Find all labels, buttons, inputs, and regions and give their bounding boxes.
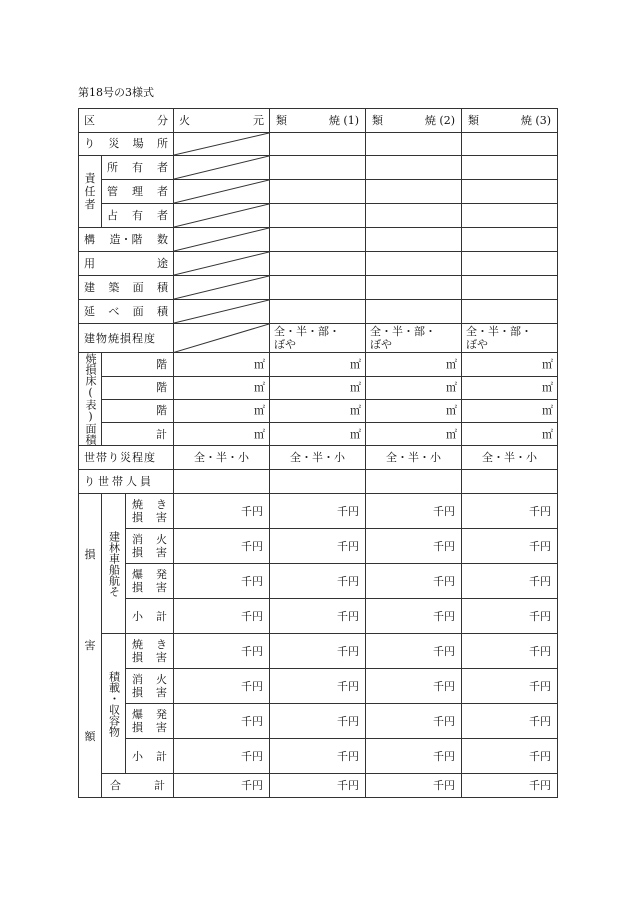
row-loss-contents-subtotal: 小 計 千円 千円 千円 千円 [79,739,558,774]
input-cell[interactable] [462,180,558,204]
yen-unit: 千円 [174,634,270,669]
input-cell[interactable] [462,133,558,156]
yen-unit: 千円 [366,669,462,704]
yen-unit: 千円 [270,494,366,529]
diagonal-cell [174,133,270,156]
area-unit: ㎡ [462,376,558,399]
burn-degree-options[interactable]: 全・半・部・ ぼや [270,324,366,353]
yen-unit: 千円 [270,529,366,564]
diagonal-cell [174,180,270,204]
input-cell[interactable] [366,470,462,494]
fire-report-table [78,108,558,798]
yen-unit: 千円 [174,529,270,564]
yen-unit: 千円 [366,634,462,669]
burn-degree-options[interactable]: 全・半・部・ ぼや [462,324,558,353]
diagonal-cell [174,228,270,252]
area-unit: ㎡ [174,353,270,376]
header-spread-2: 類 焼 (2) [366,109,462,133]
yen-unit: 千円 [462,704,558,739]
header-spread-3: 類 焼 (3) [462,109,558,133]
input-cell[interactable] [270,470,366,494]
loss-group-label: 損 害 額 [79,494,102,798]
row-burn-degree: 建物焼損程度 全・半・部・ ぼや 全・半・部・ ぼや 全・半・部・ ぼや [79,324,558,353]
yen-unit: 千円 [270,634,366,669]
yen-unit: 千円 [174,739,270,774]
yen-unit: 千円 [174,564,270,599]
row-building-area: 建 築 面 積 [79,276,558,300]
yen-unit: 千円 [462,564,558,599]
row-disaster-site: り 災 場 所 [79,133,558,156]
yen-unit: 千円 [462,774,558,798]
area-unit: ㎡ [270,423,366,446]
input-cell[interactable] [270,300,366,324]
area-unit: ㎡ [462,423,558,446]
household-degree-options[interactable]: 全・半・小 [270,446,366,470]
area-unit: ㎡ [270,353,366,376]
input-cell[interactable] [462,300,558,324]
input-cell[interactable] [366,228,462,252]
yen-unit: 千円 [462,669,558,704]
yen-unit: 千円 [270,599,366,634]
yen-unit: 千円 [174,774,270,798]
input-cell[interactable] [462,252,558,276]
row-structure: 構 造・階 数 [79,228,558,252]
diagonal-cell [174,324,270,353]
area-unit: ㎡ [366,399,462,422]
area-unit: ㎡ [174,399,270,422]
yen-unit: 千円 [462,634,558,669]
yen-unit: 千円 [366,529,462,564]
yen-unit: 千円 [366,739,462,774]
yen-unit: 千円 [366,774,462,798]
row-occupant: 占 有 者 [79,204,558,228]
form-sheet [78,108,558,798]
input-cell[interactable] [366,133,462,156]
header-spread-1: 類 焼 (1) [270,109,366,133]
input-cell[interactable] [366,276,462,300]
row-burn-area-floor-3: 階 ㎡ ㎡ ㎡ ㎡ [79,399,558,422]
household-degree-options[interactable]: 全・半・小 [462,446,558,470]
header-row [79,109,558,133]
input-cell[interactable] [462,470,558,494]
area-unit: ㎡ [270,399,366,422]
diagonal-cell [174,156,270,180]
contents-group-label: 積載・収容物 [102,634,126,774]
diagonal-cell [174,300,270,324]
yen-unit: 千円 [366,564,462,599]
input-cell[interactable] [270,133,366,156]
input-cell[interactable] [270,252,366,276]
row-loss-building-explosion: 爆 発 損 害 千円 千円 千円 千円 [79,564,558,599]
diagonal-cell [174,252,270,276]
responsible-group-label: 責 任 者 [79,156,102,228]
row-loss-building-burn: 損 害 額 建林車船航そ 焼 き 損 害 千円 千円 千円 千円 [79,494,558,529]
row-burn-area-floor-1: 焼損床(表)面積 階 ㎡ ㎡ ㎡ ㎡ [79,353,558,376]
input-cell[interactable] [270,180,366,204]
burn-degree-options[interactable]: 全・半・部・ ぼや [366,324,462,353]
row-manager: 管 理 者 [79,180,558,204]
diagonal-cell [174,204,270,228]
row-household-degree: 世帯り災程度 全・半・小 全・半・小 全・半・小 全・半・小 [79,446,558,470]
input-cell[interactable] [270,204,366,228]
input-cell[interactable] [270,228,366,252]
row-loss-contents-burn: 積載・収容物 焼 き 損 害 千円 千円 千円 千円 [79,634,558,669]
yen-unit: 千円 [270,704,366,739]
yen-unit: 千円 [270,669,366,704]
yen-unit: 千円 [366,494,462,529]
input-cell[interactable] [462,276,558,300]
area-unit: ㎡ [462,353,558,376]
input-cell[interactable] [462,204,558,228]
row-loss-building-firefighting: 消 火 損 害 千円 千円 千円 千円 [79,529,558,564]
header-category: 区 分 [79,109,174,133]
yen-unit: 千円 [174,599,270,634]
yen-unit: 千円 [270,564,366,599]
row-loss-building-subtotal: 小 計 千円 千円 千円 千円 [79,599,558,634]
area-unit: ㎡ [270,376,366,399]
area-unit: ㎡ [366,376,462,399]
yen-unit: 千円 [462,599,558,634]
row-burn-area-floor-2: 階 ㎡ ㎡ ㎡ ㎡ [79,376,558,399]
input-cell[interactable] [270,276,366,300]
diagonal-cell [174,276,270,300]
row-household-people: り世帯人員 [79,470,558,494]
area-unit: ㎡ [174,376,270,399]
row-loss-contents-firefighting: 消 火 損 害 千円 千円 千円 千円 [79,669,558,704]
yen-unit: 千円 [174,704,270,739]
row-burn-area-total: 計 ㎡ ㎡ ㎡ ㎡ [79,423,558,446]
row-loss-total: 合 計 千円 千円 千円 千円 [79,774,558,798]
household-degree-options[interactable]: 全・半・小 [366,446,462,470]
row-usage: 用 途 [79,252,558,276]
yen-unit: 千円 [462,529,558,564]
yen-unit: 千円 [366,599,462,634]
yen-unit: 千円 [462,494,558,529]
yen-unit: 千円 [366,704,462,739]
form-title: 第18号の3様式 [78,86,154,99]
input-cell[interactable] [270,156,366,180]
yen-unit: 千円 [270,774,366,798]
input-cell[interactable] [366,204,462,228]
yen-unit: 千円 [462,739,558,774]
area-unit: ㎡ [366,353,462,376]
building-group-label: 建林車船航そ [102,494,126,634]
header-origin: 火 元 [174,109,270,133]
input-cell[interactable] [462,228,558,252]
input-cell[interactable] [366,252,462,276]
input-cell[interactable] [462,156,558,180]
input-cell[interactable] [366,180,462,204]
input-cell[interactable] [366,300,462,324]
input-cell[interactable] [174,470,270,494]
household-degree-options[interactable]: 全・半・小 [174,446,270,470]
burned-area-group-label: 焼損床(表)面積 [79,353,102,446]
row-owner: 責 任 者 所 有 者 [79,156,558,180]
input-cell[interactable] [366,156,462,180]
area-unit: ㎡ [462,399,558,422]
yen-unit: 千円 [270,739,366,774]
row-total-floor-area: 延 べ 面 積 [79,300,558,324]
yen-unit: 千円 [174,494,270,529]
area-unit: ㎡ [366,423,462,446]
row-loss-contents-explosion: 爆 発 損 害 千円 千円 千円 千円 [79,704,558,739]
area-unit: ㎡ [174,423,270,446]
yen-unit: 千円 [174,669,270,704]
